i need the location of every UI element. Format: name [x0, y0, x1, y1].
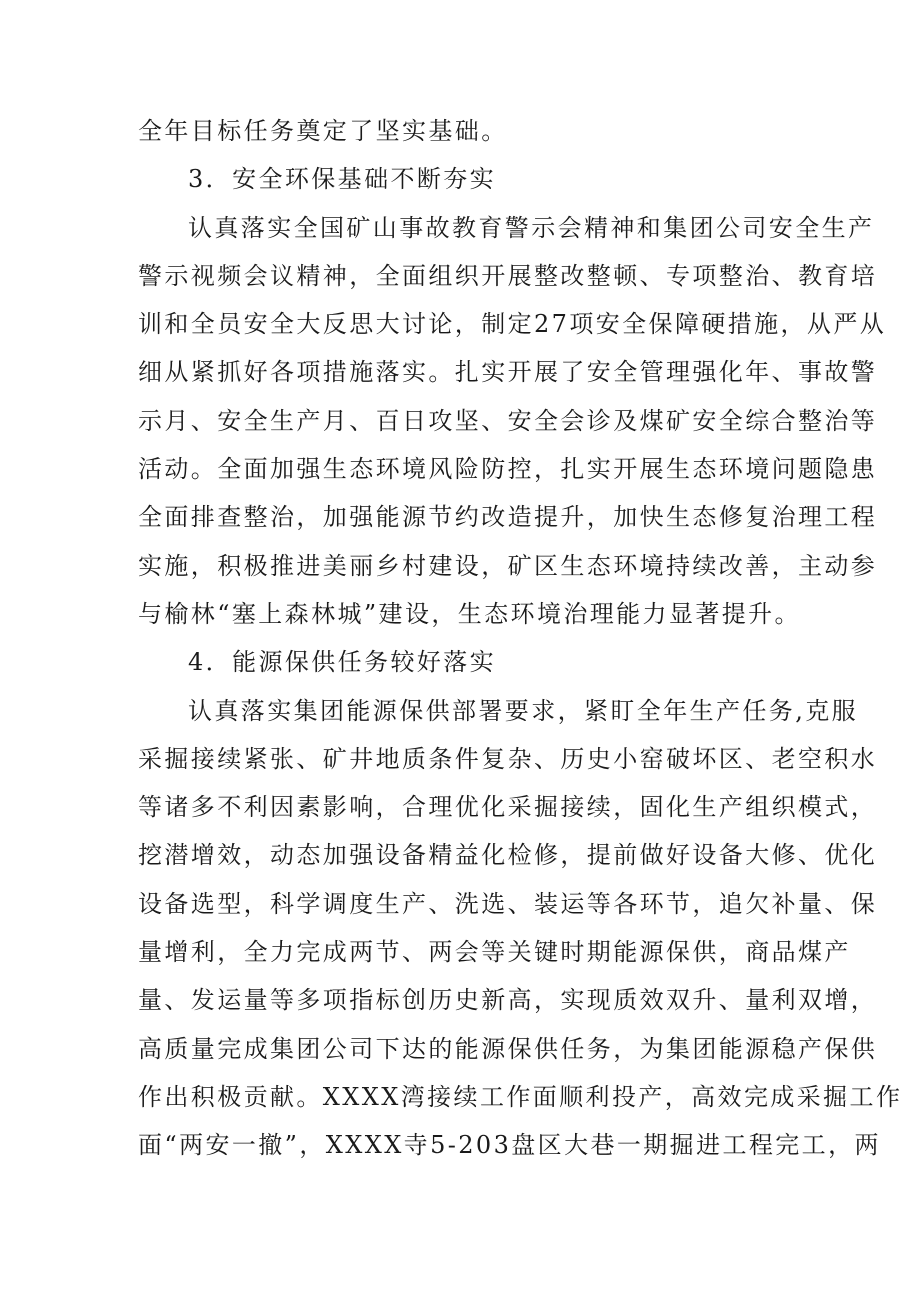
- paragraph-line: 高质量完成集团公司下达的能源保供任务，为集团能源稳产保供: [138, 1034, 878, 1063]
- paragraph-line: 认真落实集团能源保供部署要求，紧盯全年生产任务,克服: [188, 696, 859, 725]
- paragraph-line: 采掘接续紧张、矿井地质条件复杂、历史小窑破坏区、老空积水: [138, 744, 878, 773]
- section-heading: 3．安全环保基础不断夯实: [188, 165, 497, 194]
- paragraph-line: 量、发运量等多项指标创历史新高，实现质效双升、量利双增，: [138, 986, 878, 1015]
- paragraph-line: 作出积极贡献。XXXX湾接续工作面顺利投产，高效完成采掘工作: [138, 1082, 903, 1111]
- paragraph-line: 认真落实全国矿山事故教育警示会精神和集团公司安全生产: [188, 213, 875, 242]
- paragraph-line: 面“两安一撤”，XXXX寺5-203盘区大巷一期掘进工程完工，两: [138, 1131, 881, 1160]
- paragraph-line: 活动。全面加强生态环境风险防控，扎实开展生态环境问题隐患: [138, 455, 878, 484]
- paragraph-line: 全年目标任务奠定了坚实基础。: [138, 117, 508, 145]
- section-heading: 4．能源保供任务较好落实: [188, 648, 497, 677]
- paragraph-line: 与榆林“塞上森林城”建设，生态环境治理能力显著提升。: [138, 599, 801, 628]
- paragraph-line: 细从紧抓好各项措施落实。扎实开展了安全管理强化年、事故警: [138, 358, 878, 387]
- paragraph-line: 量增利，全力完成两节、两会等关键时期能源保供，商品煤产: [138, 938, 851, 967]
- paragraph-line: 警示视频会议精神，全面组织开展整改整顿、专项整治、教育培: [138, 261, 878, 290]
- paragraph-line: 挖潜增效，动态加强设备精益化检修，提前做好设备大修、优化: [138, 841, 878, 870]
- paragraph-line: 训和全员安全大反思大讨论，制定27项安全保障硬措施，从严从: [138, 310, 887, 339]
- paragraph-line: 等诸多不利因素影响，合理优化采掘接续，固化生产组织模式，: [138, 793, 878, 822]
- document-body: [138, 107, 903, 1170]
- paragraph-line: 全面排查整治，加强能源节约改造提升，加快生态修复治理工程: [138, 503, 878, 532]
- paragraph-line: 设备选型，科学调度生产、洗选、装运等各环节，追欠补量、保: [138, 889, 878, 918]
- paragraph-line: 示月、安全生产月、百日攻坚、安全会诊及煤矿安全综合整治等: [138, 406, 878, 435]
- paragraph-line: 实施，积极推进美丽乡村建设，矿区生态环境持续改善，主动参: [138, 551, 878, 580]
